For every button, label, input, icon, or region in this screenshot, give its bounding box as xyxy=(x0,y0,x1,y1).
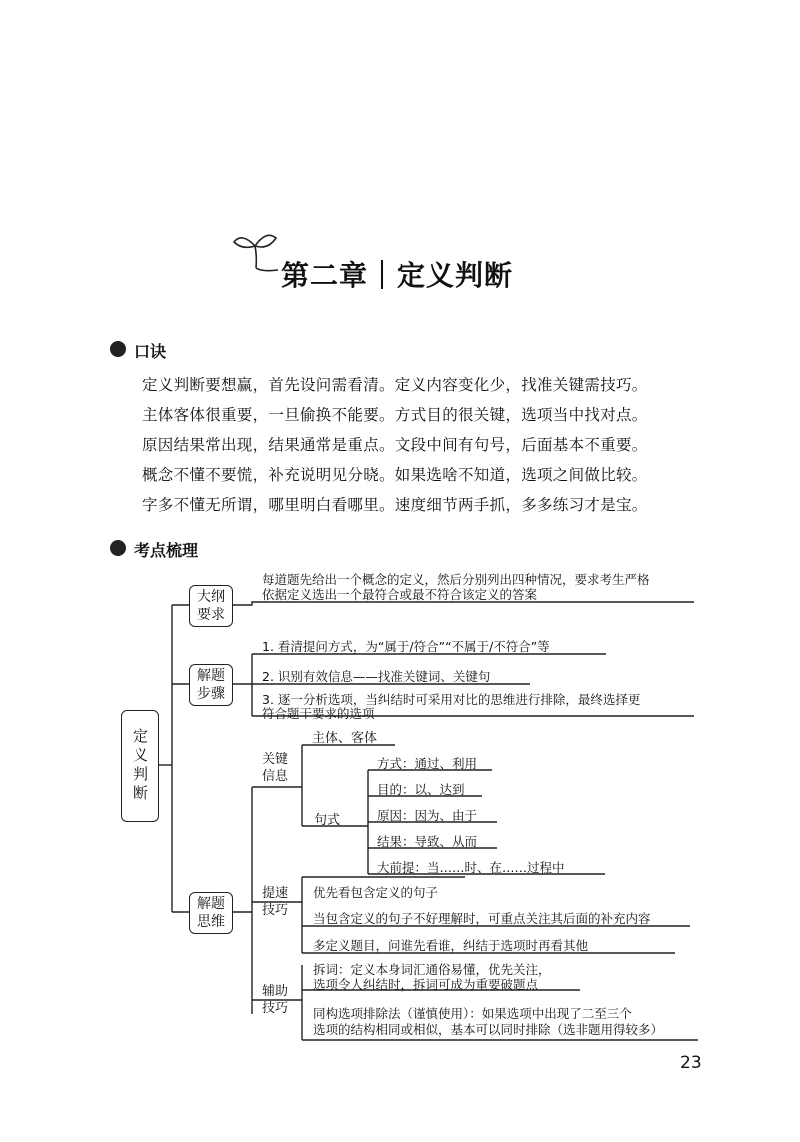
buzhou-item: 符合题干要求的选项 xyxy=(262,706,375,721)
tisu-item: 优先看包含定义的句子 xyxy=(313,885,439,900)
siwei-label: 解题思维 xyxy=(197,896,225,930)
buzhou-item: 1. 看清提问方式，为“属于/符合”“不属于/不符合”等 xyxy=(262,639,550,654)
dagang-text: 依据定义选出一个最符合或最不符合该定义的答案 xyxy=(262,587,538,602)
verse-line: 字多不懂无所谓，哪里明白看哪里。速度细节两手抓，多多练习才是宝。 xyxy=(142,496,648,514)
chapter-title: 第二章｜定义判断 xyxy=(281,259,514,292)
dagang-text: 每道题先给出一个概念的定义，然后分别列出四种情况，要求考生严格 xyxy=(262,572,650,587)
root-label: 定义判断 xyxy=(131,728,149,804)
tisu-item: 当包含定义的句子不好理解时，可重点关注其后面的补充内容 xyxy=(313,911,651,926)
tisu-label: 提速技巧 xyxy=(262,886,289,918)
root-node xyxy=(121,710,159,822)
buzhou-label: 解题步骤 xyxy=(197,668,225,702)
verse-line: 定义判断要想赢，首先设问需看清。定义内容变化少，找准关键需技巧。 xyxy=(142,376,648,394)
verse-line: 主体客体很重要，一旦偷换不能要。方式目的很关键，选项当中找对点。 xyxy=(142,406,648,424)
jushi-item: 方式：通过、利用 xyxy=(377,756,478,771)
kaodian-heading: 考点梳理 xyxy=(134,541,199,560)
dagang-node xyxy=(189,585,233,627)
tisu-item: 多定义题目，问谁先看谁，纠结于选项时再看其他 xyxy=(313,938,589,953)
jushi-label: 句式 xyxy=(314,813,341,828)
fuzhu-item: 选项令人纠结时，拆词可成为重要破题点 xyxy=(313,977,539,992)
siwei-node xyxy=(189,892,233,934)
fuzhu-item: 拆词：定义本身词汇通俗易懂，优先关注， xyxy=(313,962,551,977)
fuzhu-item: 选项的结构相同或相似，基本可以同时排除（选非题用得较多） xyxy=(313,1022,664,1037)
verse-line: 概念不懂不要慌，补充说明见分晓。如果选啥不知道，选项之间做比较。 xyxy=(142,466,648,484)
jushi-item: 大前提：当……时、在……过程中 xyxy=(377,860,565,875)
buzhou-item: 3. 逐一分析选项，当纠结时可采用对比的思维进行排除，最终选择更 xyxy=(262,692,641,707)
jushi-item: 目的：以、达到 xyxy=(377,782,465,797)
subject-text: 主体、客体 xyxy=(312,731,378,746)
dagang-label: 大纲要求 xyxy=(197,589,225,623)
guanjian-label: 关键信息 xyxy=(262,752,289,784)
verse-line: 原因结果常出现，结果通常是重点。文段中间有句号，后面基本不重要。 xyxy=(142,436,648,454)
fuzhu-item: 同构选项排除法（谨慎使用）：如果选项中出现了二至三个 xyxy=(313,1006,632,1021)
buzhou-item: 2. 识别有效信息——找准关键词、关键句 xyxy=(262,669,491,684)
fuzhu-label: 辅助技巧 xyxy=(262,984,289,1016)
koujue-heading: 口诀 xyxy=(134,342,167,361)
jushi-item: 结果：导致、从而 xyxy=(377,834,478,849)
jushi-item: 原因：因为、由于 xyxy=(377,808,478,823)
buzhou-node xyxy=(189,664,233,706)
page-number: 23 xyxy=(680,1053,702,1073)
